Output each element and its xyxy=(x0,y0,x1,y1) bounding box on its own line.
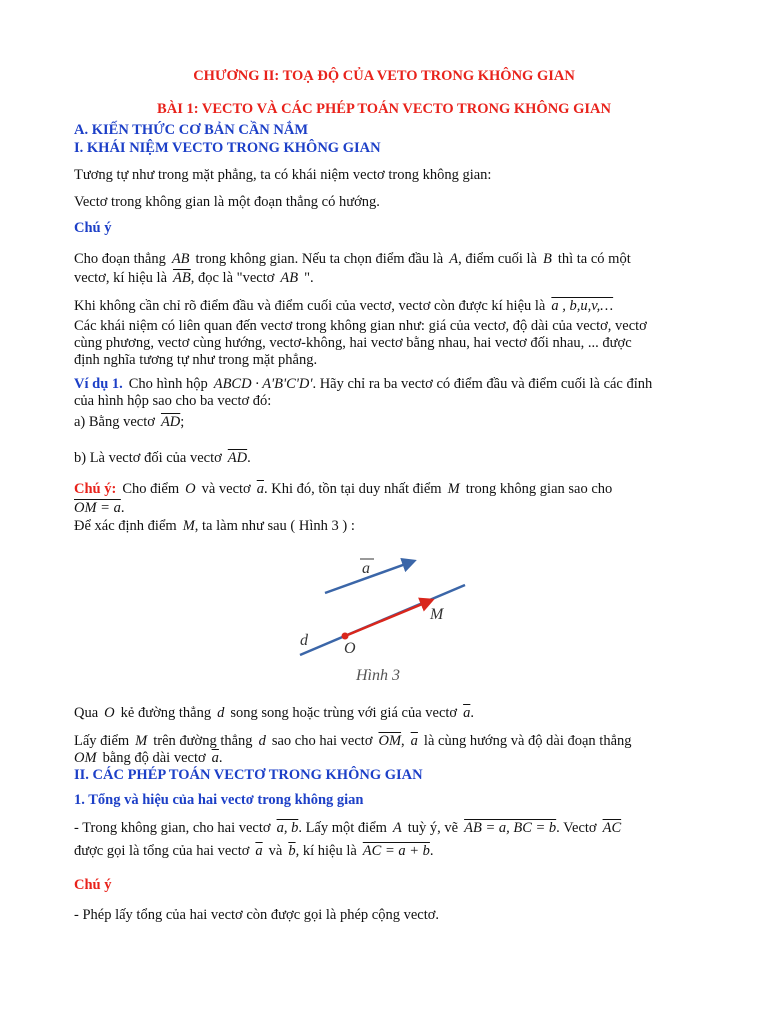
section-ii-heading: II. CÁC PHÉP TOÁN VECTƠ TRONG KHÔNG GIAN xyxy=(74,767,423,783)
figure-hinh-3 xyxy=(290,545,520,695)
paragraph-intro: Tương tự như trong mặt phẳng, ta có khái niệm vectơ trong không gian: xyxy=(74,167,492,183)
sum-def-line2: được gọi là tổng của hai vectơ $\overline{a}$ và $\overline{b}$, kí hiệu là AC = a + b. xyxy=(74,843,434,859)
section-a-heading: A. KIẾN THỨC CƠ BẢN CẦN NẮM xyxy=(74,122,309,138)
label-m: M xyxy=(430,606,444,623)
vector-symbols: a , b,u,v,… xyxy=(551,298,614,314)
note1-line2: vectơ, kí hiệu là $\overline{AB}$, đọc là "vectơ AB ". xyxy=(74,270,314,286)
label-o: O xyxy=(344,640,356,657)
paragraph-addition: - Phép lấy tổng của hai vectơ còn được gọi là phép cộng vectơ. xyxy=(74,907,440,923)
example-item-b: b) Là vectơ đối của vectơ $\overline{AD}$. xyxy=(74,450,251,466)
chapter-title: CHƯƠNG II: TOẠ ĐỘ CỦA VETO TRONG KHÔNG GIAN xyxy=(193,68,575,84)
sum-def-line1: - Trong không gian, cho hai vectơ a, b. Lấy một điểm A tuỳ ý, vẽ AB = a, BC = b. Vectơ $\overline{AC}$ xyxy=(74,820,622,836)
subsection-1-heading: 1. Tổng và hiệu của hai vectơ trong không gian xyxy=(74,792,364,808)
note2-line3: Để xác định điểm M, ta làm như sau ( Hình 3 ) : xyxy=(74,518,355,534)
example-label: Ví dụ 1. xyxy=(74,376,123,392)
paragraph-notation: Khi không cần chỉ rõ điểm đầu và điểm cuối của vectơ, vectơ còn được kí hiệu là a , b,u,v,… xyxy=(74,298,614,314)
example-item-a: a) Bằng vectơ $\overline{AD}$; xyxy=(74,414,185,430)
paragraph-concepts-2: cùng phương, vectơ cùng hướng, vectơ-không, hai vectơ bằng nhau, hai vectơ đối nhau, ... được xyxy=(74,335,632,351)
example-line1: Ví dụ 1. Cho hình hộp ABCD · A'B'C'D'. Hãy chỉ ra ba vectơ có điểm đầu và điểm cuối là các đỉnh xyxy=(74,376,653,392)
paragraph-step1: Qua O kẻ đường thẳng d song song hoặc trùng với giá của vectơ $\overline{a}$. xyxy=(74,705,474,721)
note1-line1: Cho đoạn thẳng AB trong không gian. Nếu ta chọn điểm đầu là A, điểm cuối là B thì ta có một xyxy=(74,251,631,267)
figure-caption: Hình 3 xyxy=(356,667,400,684)
paragraph-definition: Vectơ trong không gian là một đoạn thẳng có hướng. xyxy=(74,194,380,210)
section-i-heading: I. KHÁI NIỆM VECTO TRONG KHÔNG GIAN xyxy=(74,140,381,156)
note2-line2: OM = a. xyxy=(74,500,125,516)
label-d: d xyxy=(300,632,308,649)
paragraph-concepts-1: Các khái niệm có liên quan đến vectơ trong không gian như: giá của vectơ, độ dài của vectơ, vectơ xyxy=(74,318,647,334)
example-line2: của hình hộp sao cho ba vectơ đó: xyxy=(74,393,272,409)
paragraph-concepts-3: định nghĩa tương tự như trong mặt phẳng. xyxy=(74,352,318,368)
note3-label: Chú ý xyxy=(74,877,112,893)
paragraph-step2-line2: OM bằng độ dài vectơ $\overline{a}$. xyxy=(74,750,223,766)
lesson-title: BÀI 1: VECTO VÀ CÁC PHÉP TOÁN VECTO TRONG KHÔNG GIAN xyxy=(157,101,611,117)
vector-ab: $\overline{AB}$ xyxy=(173,270,191,286)
note2-label: Chú ý: xyxy=(74,481,117,497)
note2-line1: Chú ý: Cho điểm O và vectơ $\overline{a}$. Khi đó, tồn tại duy nhất điểm M trong không gian sao cho xyxy=(74,481,613,497)
point-o xyxy=(342,633,349,640)
vector-om-arrow xyxy=(345,600,432,636)
note-label: Chú ý xyxy=(74,220,112,236)
paragraph-step2-line1: Lấy điểm M trên đường thẳng d sao cho hai vectơ $\overline{OM}$, $\overline{a}$ là cùng hướng và độ dài đoạn thẳng xyxy=(74,733,632,749)
label-vector-a: a xyxy=(362,560,370,577)
